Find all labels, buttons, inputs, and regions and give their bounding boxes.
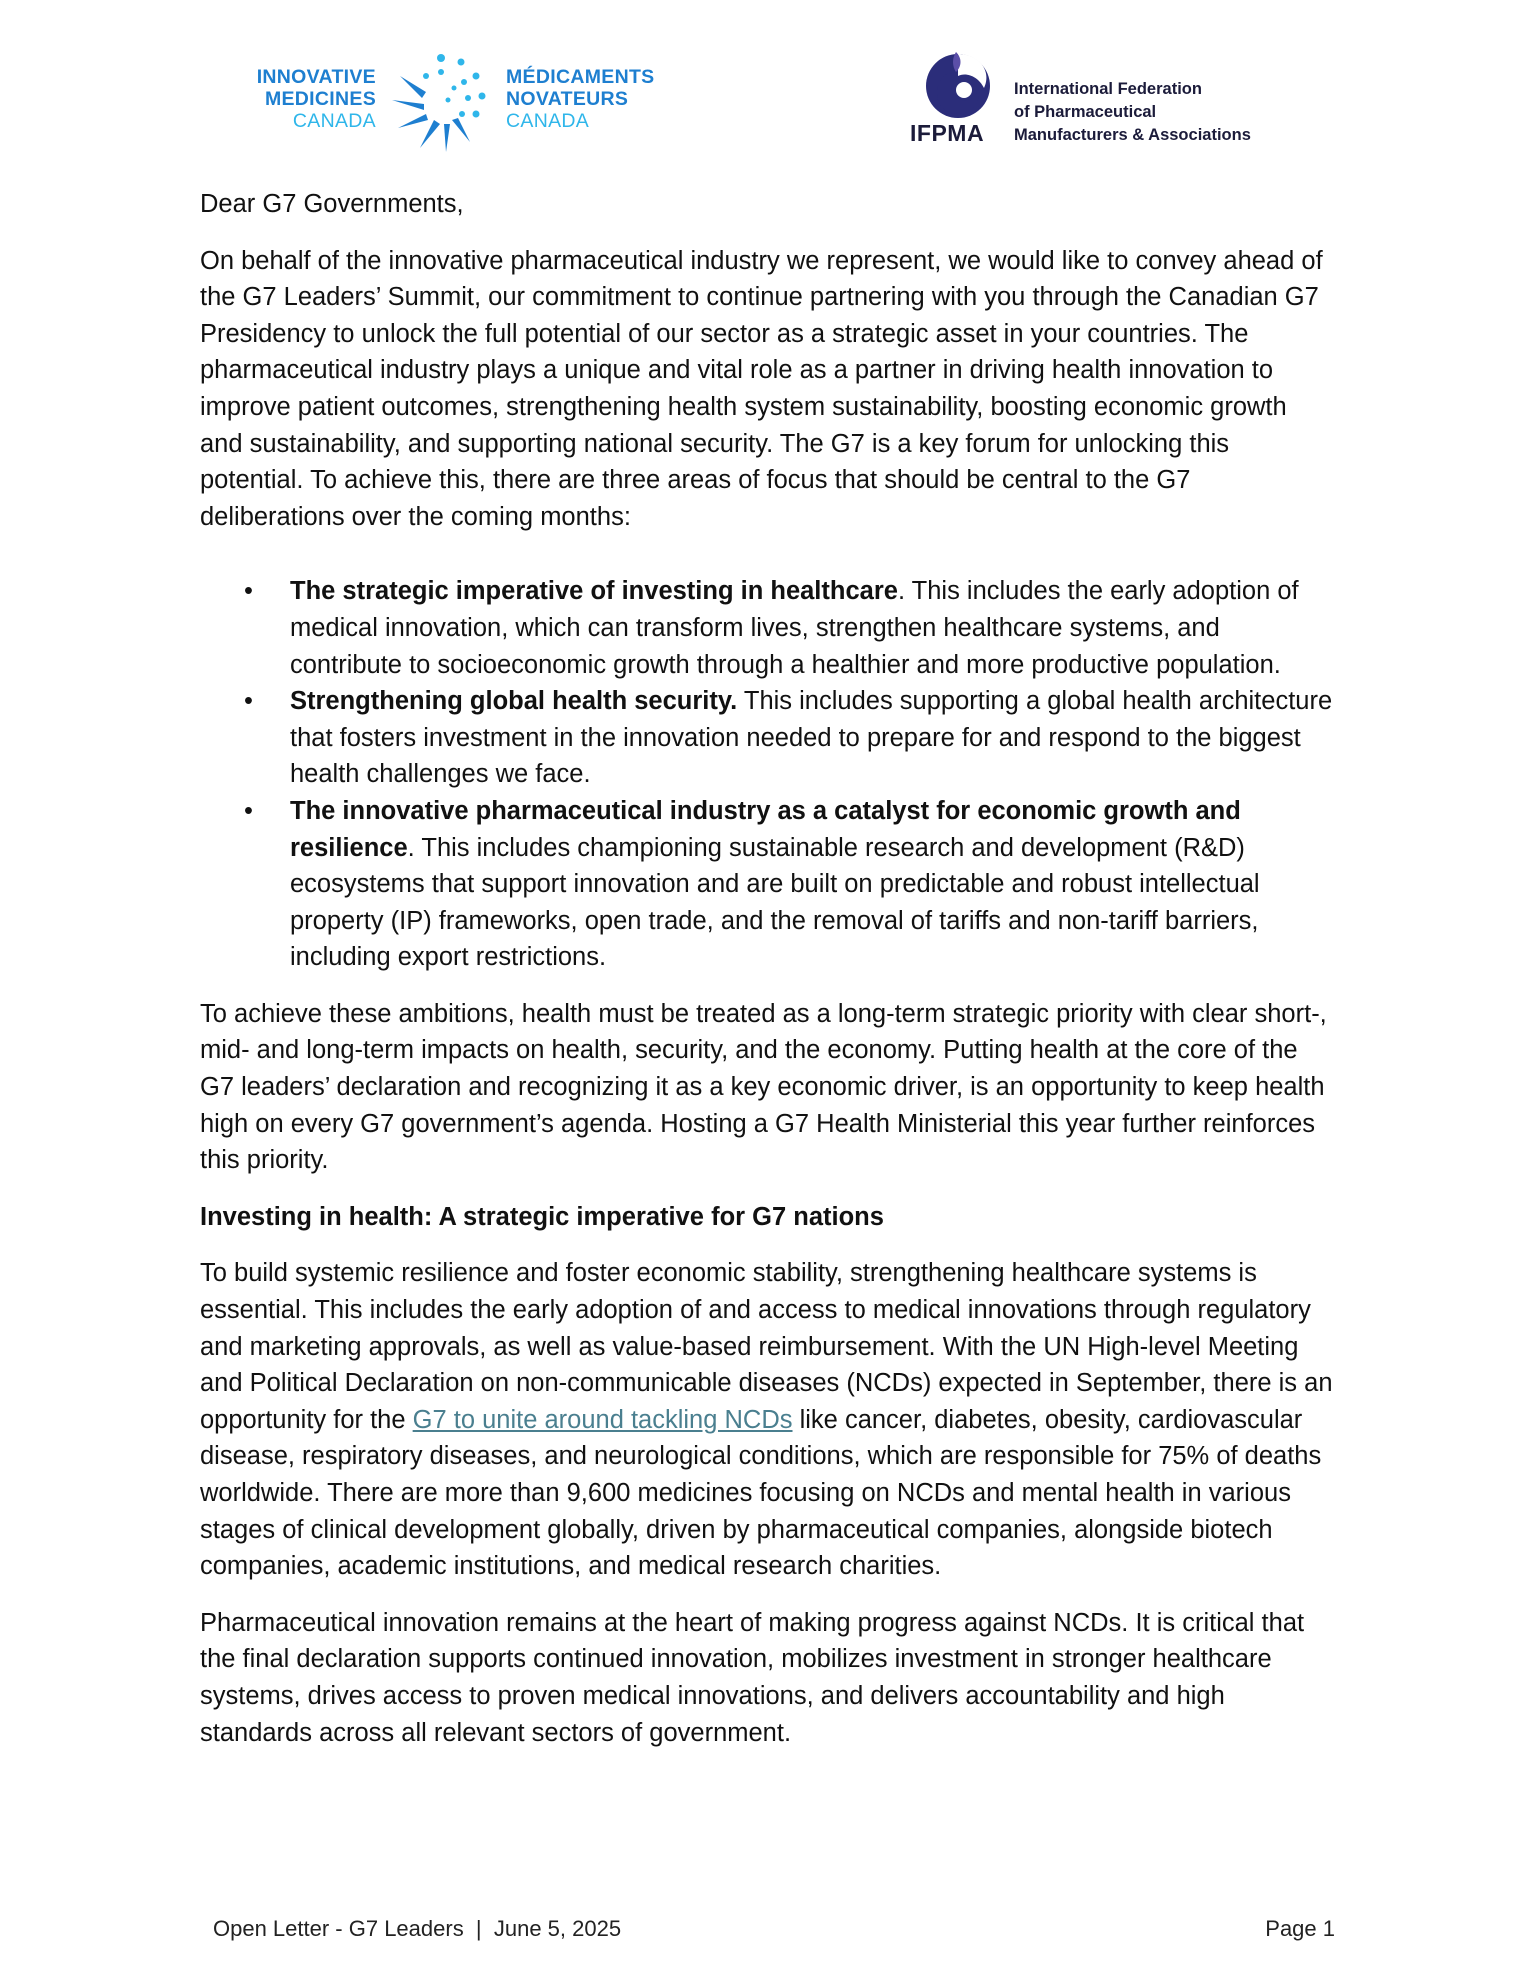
list-item-text: . This includes championing sustainable research and development (R&D) ecosystems that support innovation and are built on predictable and robust intellectual property (IP) frameworks, open trade, and the removal of tariffs and non-tariff barriers, including export restrictions. <box>290 833 1260 972</box>
letterhead <box>0 44 1530 164</box>
list-item <box>200 573 1335 683</box>
ncd-paragraph-text-end: like cancer, diabetes, obesity, cardiovascular disease, respiratory diseases, and neurological conditions, which are responsible for 75% of deaths worldwide. There are more than 9,600 medicines focusing on NCDs and mental health in various stages of clinical development globally, driven by pharmaceutical companies, alongside biotech companies, academic institutions, and medical research charities. <box>200 1405 1322 1581</box>
ambitions-paragraph: To achieve these ambitions, health must be treated as a long-term strategic priority with clear short-, mid- and long-term impacts on health, security, and the economy. Putting health at the core of the G7 leaders’ declaration and recognizing it as a key economic driver, is an opportunity to keep health high on every G7 government’s agenda. Hosting a G7 Health Ministerial this year further reinforces this priority. <box>200 999 1327 1175</box>
list-item-heading: The innovative pharmaceutical industry as a catalyst for economic growth and resilience <box>290 796 1241 862</box>
list-item-text: This includes supporting a global health architecture that fosters investment in the innovation needed to prepare for and respond to the biggest health challenges we face. <box>290 687 1333 789</box>
focus-areas-list <box>200 573 1335 976</box>
list-item-heading: Strengthening global health security. <box>290 687 738 716</box>
starburst-icon <box>386 48 496 158</box>
imc-logo-line: MÉDICAMENTS <box>506 66 655 88</box>
imc-logo-line: CANADA <box>292 110 376 132</box>
bullet: • <box>244 687 253 716</box>
bullet: • <box>244 796 253 825</box>
innovative-medicines-canada-logo <box>236 44 676 154</box>
bullet: • <box>244 577 253 606</box>
list-item-text: . This includes the early adoption of medical innovation, which can transform lives, strengthen healthcare systems, and contribute to socioeconomic growth through a healthier and more productive population. <box>290 577 1299 679</box>
ifpma-emblem-icon <box>920 48 1000 120</box>
ncd-paragraph-text-start: To build systemic resilience and foster economic stability, strengthening healthcare systems is essential. This includes the early adoption of and access to medical innovations through regulatory and marketing approvals, as well as value-based reimbursement. With the UN High-level Meeting and Political Declaration on non-communicable diseases (NCDs) expected in September, there is an opportunity for the <box>200 1259 1333 1434</box>
ifpma-logo <box>910 44 1290 154</box>
ifpma-full-name <box>1014 78 1251 147</box>
ncd-paragraph <box>200 1255 1335 1584</box>
imc-logo-line: MEDICINES <box>264 88 376 110</box>
imc-logo-line: NOVATEURS <box>506 88 629 110</box>
letter-body <box>200 186 1335 1771</box>
footer-document-info: Open Letter - G7 Leaders | June 5, 2025 <box>213 1916 622 1941</box>
innovation-paragraph: Pharmaceutical innovation remains at the heart of making progress against NCDs. It is critical that the final declaration supports continued innovation, mobilizes investment in stronger healthcare systems, drives access to proven medical innovations, and delivers accountability and high standards across all relevant sectors of government. <box>200 1608 1305 1747</box>
ifpma-acronym: IFPMA <box>910 120 985 146</box>
page-number: Page 1 <box>1265 1916 1335 1941</box>
ifpma-name-line: International Federation <box>1014 80 1202 98</box>
list-item <box>200 683 1335 793</box>
imc-logo-line: CANADA <box>506 110 590 132</box>
salutation: Dear G7 Governments, <box>200 190 464 218</box>
imc-logo-french-text <box>506 66 654 132</box>
intro-paragraph: On behalf of the innovative pharmaceutical industry we represent, we would like to convey ahead of the G7 Leaders’ Summit, our commitment to continue partnering with you through the Canadian G7 Presidency to unlock the full potential of our sector as a strategic asset in your countries. The pharmaceutical industry plays a unique and vital role as a partner in driving health innovation to improve patient outcomes, strengthening health system sustainability, boosting economic growth and sustainability, and supporting national security. The G7 is a key forum for unlocking this potential. To achieve this, there are three areas of focus that should be central to the G7 deliberations over the coming months: <box>200 246 1323 531</box>
imc-logo-line: INNOVATIVE <box>256 66 376 88</box>
ifpma-name-line: of Pharmaceutical <box>1014 103 1157 121</box>
list-item <box>200 793 1335 976</box>
imc-logo-english-text <box>240 66 376 132</box>
list-item-heading: The strategic imperative of investing in healthcare <box>290 577 898 606</box>
section-heading: Investing in health: A strategic imperative for G7 nations <box>200 1202 884 1231</box>
ncd-link[interactable]: G7 to unite around tackling NCDs <box>412 1405 793 1434</box>
ifpma-name-line: Manufacturers & Associations <box>1014 126 1251 144</box>
